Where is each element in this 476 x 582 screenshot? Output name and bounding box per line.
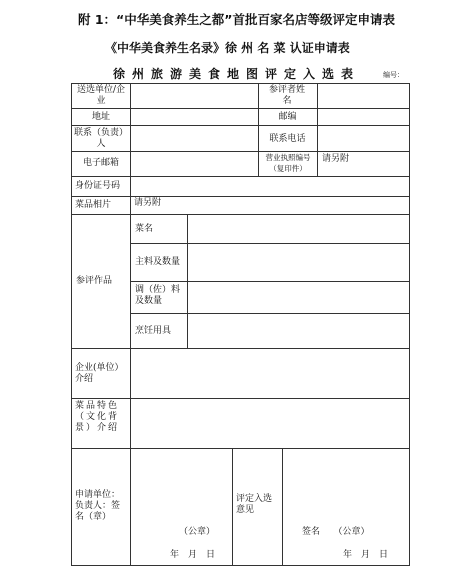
utensils-label: 烹饪用具 bbox=[135, 326, 172, 336]
table-line bbox=[71, 176, 410, 177]
table-line bbox=[71, 565, 410, 566]
table-line bbox=[130, 243, 410, 244]
table-line bbox=[130, 83, 131, 565]
opinion-label: 评定入选意见 bbox=[236, 494, 273, 515]
table-line bbox=[232, 448, 233, 565]
license-value: 请另附 bbox=[322, 154, 350, 164]
doc-title-line3: 徐州旅游美食地图评定入选表 bbox=[113, 67, 361, 81]
applicant-label: 申请单位：负责人：签名（章） bbox=[75, 490, 121, 522]
judge-name-label: 参评者姓名 bbox=[268, 85, 305, 106]
table-line bbox=[187, 214, 188, 348]
photo-label: 菜品相片 bbox=[75, 200, 112, 210]
company-intro-label: 企业(单位）介绍 bbox=[75, 363, 124, 384]
email-label: 电子邮箱 bbox=[82, 158, 119, 168]
license-label: 营业执照编号（复印件） bbox=[265, 153, 311, 173]
table-line bbox=[71, 83, 410, 84]
seasoning-label: 调（佐）料及数量 bbox=[135, 285, 181, 306]
date-left: 年 月 日 bbox=[170, 550, 216, 560]
dish-name-label: 菜名 bbox=[135, 224, 154, 234]
table-line bbox=[71, 151, 410, 152]
doc-title-line2: 《中华美食养生名录》徐 州 名 菜 认证申请表 bbox=[105, 41, 350, 55]
seal-left: （公章） bbox=[179, 527, 216, 537]
table-line bbox=[130, 313, 410, 314]
doc-title-line1: 附 1：“中华美食养生之都”首批百家名店等级评定申请表 bbox=[78, 12, 395, 27]
table-line bbox=[71, 214, 410, 215]
ingredients-label: 主料及数量 bbox=[135, 257, 181, 267]
id-number-label: 身份证号码 bbox=[75, 181, 121, 191]
postcode-label: 邮编 bbox=[278, 112, 297, 122]
unit-label: 送选单位/企业 bbox=[76, 85, 126, 106]
table-line bbox=[71, 448, 410, 449]
date-right: 年 月 日 bbox=[343, 550, 389, 560]
contact-phone-label: 联系电话 bbox=[269, 134, 306, 144]
table-line bbox=[71, 348, 410, 349]
table-line bbox=[317, 83, 318, 176]
contact-person-label: 联系（负责）人 bbox=[73, 128, 128, 149]
table-line bbox=[71, 83, 72, 565]
table-line bbox=[409, 83, 410, 565]
works-label: 参评作品 bbox=[76, 276, 113, 286]
table-line bbox=[130, 281, 410, 282]
table-line bbox=[282, 448, 283, 565]
photo-value: 请另附 bbox=[134, 198, 162, 208]
features-label: 菜品特色（文化背景）介绍 bbox=[75, 401, 120, 433]
address-label: 地址 bbox=[91, 112, 110, 122]
table-line bbox=[71, 398, 410, 399]
table-line bbox=[71, 108, 410, 109]
number-label: 编号： bbox=[383, 71, 404, 79]
table-line bbox=[71, 125, 410, 126]
sign-right: 签名 （公章） bbox=[302, 527, 370, 537]
table-line bbox=[71, 196, 410, 197]
